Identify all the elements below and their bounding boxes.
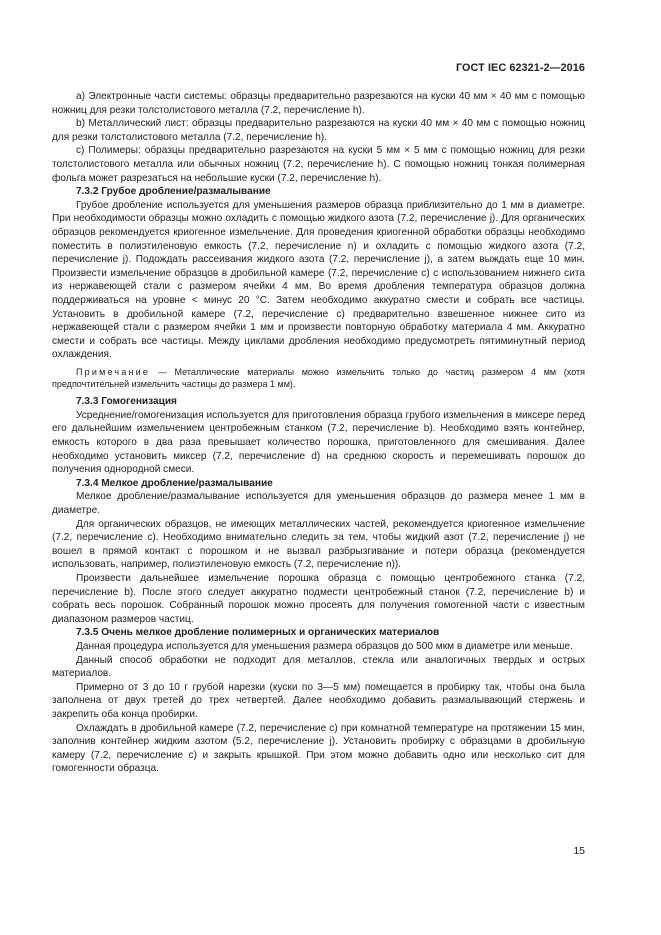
paragraph-b: b) Металлический лист: образцы предварительно разрезаются на куски 40 мм × 40 мм с помощью ножниц для резки толстолистового металла (7.2, перечисление h). — [52, 118, 585, 143]
section-7-3-4-paragraph: Для органических образцов, не имеющих металлических частей, рекомендуется криогенное измельчение (7.2, перечисление с). Необходимо внимательно следить за тем, чтобы жидкий азот (7.2, перечисление j) не вошел в прямой контакт с порошком и не вызвал разбрызгивание и потери образца (рекомендуется использовать, например, полиэтиленовую емкость (7.2, перечисление n)). — [52, 518, 585, 571]
section-7-3-2-text: Грубое дробление используется для уменьшения размеров образца приблизительно до 1 мм в диаметре. При необходимости образцы можно охладить с помощью жидкого азота (7.2, перечисление j). Для органических образцов рекомендуется криогенное измельчение. Для проведения криогенной обработки образцы необходимо поместить в полиэтиленовую емкость (7.2, перечисление n) и охладить с помощью жидкого азота (7.2, перечисление j). Подождать рассеивания жидкого азота (7.2, перечисление j), а затем выждать еще 10 мин. Произвести измельчение образцов в дробильной камере (7.2, перечисление с) с использованием нижнего сита из нержавеющей стали с размером ячейки 4 мм. Во время дробления температура образцов должна поддерживаться на уровне < минус 20 °С. Затем необходимо аккуратно смести и собрать все частицы. Установить в дробильной камере (7.2, перечисление с) предварительно взвешенное нижнее сито из нержавеющей стали с размером ячейки 1 мм и произвести повторную обработку материала 4 мм. Аккуратно смести и собрать все частицы. Между циклами дробления необходимо предусмотреть пятиминутный период охлаждения. — [52, 199, 585, 361]
section-7-3-5-paragraph: Охлаждать в дробильной камере (7.2, перечисление с) при комнатной температуре на протяжении 15 мин, заполнив контейнер жидким азотом (5.2, перечисление j). Установить пробирку с образцами в дробильную камеру (7.2, перечисление с) и закрыть крышкой. При этом можно добавить одно или несколько сит для гомогенности образца. — [52, 722, 585, 775]
section-7-3-3-title: 7.3.3 Гомогенизация — [76, 396, 177, 408]
standard-header: ГОСТ IEC 62321-2—2016 — [455, 62, 585, 74]
section-7-3-4-title: 7.3.4 Мелкое дробление/размалывание — [76, 477, 273, 489]
section-7-3-5-paragraph: Примерно от 3 до 10 г грубой нарезки (куски по 3—5 мм) помещается в пробирку так, чтобы она была заполнена от двух третей до трех четвертей. Далее необходимо добавить размалывающий стержень и закрепить оба конца пробирки. — [52, 681, 585, 720]
section-7-3-5-title: 7.3.5 Очень мелкое дробление полимерных и органических материалов — [76, 627, 440, 639]
section-7-3-4-paragraph: Мелкое дробление/размалывание используется для уменьшения образцов до размера менее 1 мм в диаметре. — [52, 491, 585, 517]
section-7-3-2-title: 7.3.2 Грубое дробление/размалывание — [76, 186, 271, 198]
section-7-3-4-paragraph: Произвести дальнейшее измельчение порошка образца с помощью центробежного станка (7.2, перечисление b). После этого следует аккуратно подмести центробежный станок (7.2, перечисление b) и собрать весь порошок. Собранный порошок можно просеять для получения гомогенной части с известным диапазоном размеров частиц. — [52, 573, 585, 625]
paragraph-a: а) Электронные части системы: образцы предварительно разрезаются на куски 40 мм × 40 мм с помощью ножниц для резки толстолистового металла (7.2, перечисление h). — [52, 91, 585, 116]
note — [52, 366, 585, 390]
section-7-3-5-paragraph: Данный способ обработки не подходит для металлов, стекла или аналогичных твердых и острых материалов. — [52, 654, 585, 680]
page-number: 15 — [573, 845, 585, 857]
paragraph-c: c) Полимеры: образцы предварительно разрезаются на куски 5 мм × 5 мм с помощью ножниц для резки толстолистового металла или обычных ножниц (7.2, перечисление h). С помощью ножниц тонкая полимерная фольга может разрезаться на небольшие куски (7.2, перечисление h). — [52, 145, 585, 184]
section-7-3-5-paragraph: Данная процедура используется для уменьшения размера образцов до 500 мкм в диаметре или меньше. — [76, 640, 573, 652]
note-prefix: Примечание — [76, 366, 151, 377]
note-text: — Металлические материалы можно измельчить только до частиц размером 4 мм (хотя предпочтительней измельчить частицы до размера 1 мм). — [52, 366, 585, 390]
section-7-3-3-text: Усреднение/гомогенизация используется для приготовления образца грубого измельчения в миксере перед его дальнейшим измельчением центробежным станком (7.2, перечисление b). Необходимо взять контейнер, емкость которого в два раза превышает количество порошка, приготовленного для смешивания. Далее необходимо установить миксер (7.2, перечисление d) на среднюю скорость и перемешивать порошок до получения однородной смеси. — [52, 409, 585, 476]
document-body — [52, 90, 585, 776]
